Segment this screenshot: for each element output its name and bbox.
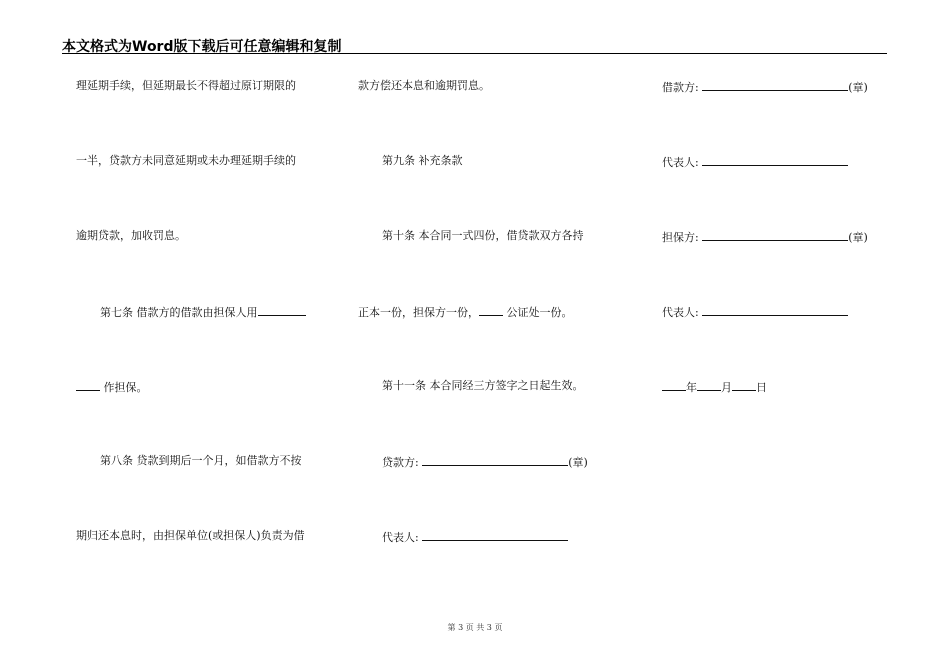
lender-rep-blank (422, 529, 568, 541)
borrower-label: 借款方: (662, 81, 703, 94)
col1-line-3: 逾期贷款，加收罚息。 (76, 229, 186, 242)
lender-rep-label: 代表人: (382, 531, 423, 544)
col1-line-6: 第八条 贷款到期后一个月，如借款方不按 (100, 454, 302, 467)
guarantor-signature-line (662, 229, 868, 245)
col2-line-3: 第十条 本合同一式四份，借贷款双方各持 (382, 229, 584, 242)
date-year-label: 年 (686, 381, 697, 394)
month-blank (697, 379, 721, 391)
guarantor-seal: (章) (848, 231, 868, 244)
copies-text: 正本一份，担保方一份， (358, 306, 479, 319)
date-line (662, 379, 767, 395)
col2-line-4 (358, 304, 573, 320)
col2-line-5: 第十一条 本合同经三方签字之日起生效。 (382, 379, 584, 392)
borrower-seal: (章) (848, 81, 868, 94)
header-divider (62, 53, 887, 54)
col1-line-5 (76, 379, 148, 395)
lender-signature-line (358, 454, 588, 470)
guarantee-type-blank (76, 379, 100, 391)
lender-label: 贷款方: (382, 456, 423, 469)
guarantee-suffix: 作担保。 (100, 381, 148, 394)
guarantor-rep-line (662, 304, 848, 320)
guarantor-label: 担保方: (662, 231, 703, 244)
col1-line-1: 理延期手续，但延期最长不得超过原订期限的 (76, 79, 296, 92)
page-number-footer: 第 3 页 共 3 页 (447, 623, 503, 632)
borrower-rep-blank (702, 154, 848, 166)
col1-line-7: 期归还本息时，由担保单位(或担保人)负责为借 (76, 529, 305, 542)
borrower-rep-line (662, 154, 848, 170)
date-day-label: 日 (756, 381, 767, 394)
col2-line-2: 第九条 补充条款 (382, 154, 463, 167)
borrower-rep-label: 代表人: (662, 156, 703, 169)
col1-line-4 (76, 304, 306, 320)
lender-signature-blank (422, 454, 568, 466)
notary-blank (479, 304, 503, 316)
notary-text: 公证处一份。 (503, 306, 573, 319)
document-header-title: 本文格式为Word版下载后可任意编辑和复制 (62, 39, 342, 55)
guarantor-rep-label: 代表人: (662, 306, 703, 319)
article-7-text: 第七条 借款方的借款由担保人用 (100, 306, 258, 319)
lender-rep-line (358, 529, 568, 545)
date-month-label: 月 (721, 381, 732, 394)
col2-line-1: 款方偿还本息和逾期罚息。 (358, 79, 490, 92)
guarantee-blank (258, 304, 306, 316)
borrower-signature-line (662, 79, 868, 95)
col1-line-2: 一半，贷款方未同意延期或未办理延期手续的 (76, 154, 296, 167)
borrower-signature-blank (702, 79, 848, 91)
guarantor-rep-blank (702, 304, 848, 316)
lender-seal: (章) (568, 456, 588, 469)
year-blank (662, 379, 686, 391)
guarantor-signature-blank (702, 229, 848, 241)
day-blank (732, 379, 756, 391)
